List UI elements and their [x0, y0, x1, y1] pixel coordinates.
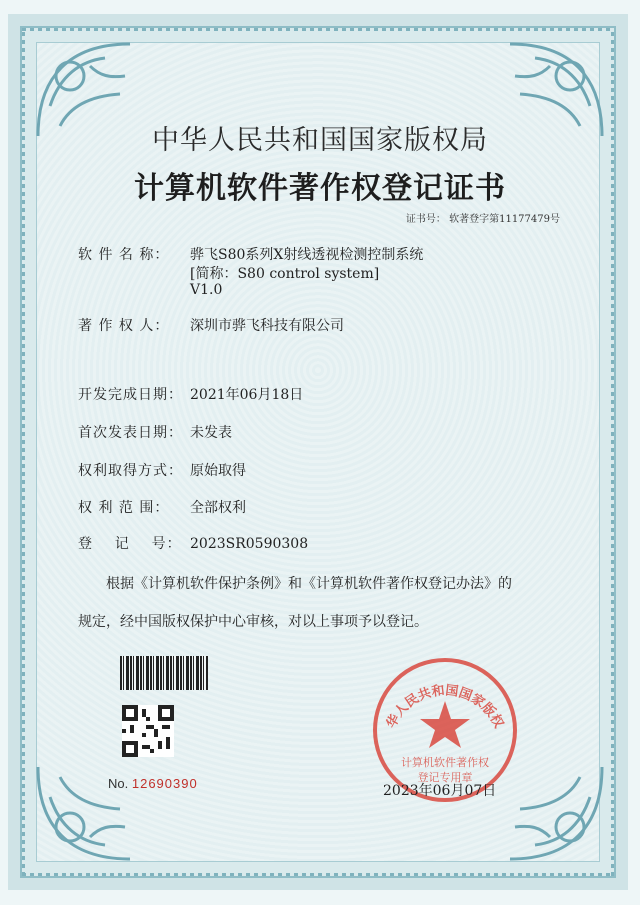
barcode — [120, 656, 208, 690]
issue-date: 2023年06月07日 — [383, 783, 497, 799]
acquire-row — [78, 460, 246, 480]
dev-date-row — [78, 384, 303, 404]
software-name-row — [78, 244, 423, 264]
owner-row — [78, 315, 344, 335]
publish-date-value: 未发表 — [190, 425, 232, 441]
acquire-label: 权利取得方式： — [78, 463, 183, 479]
serial-prefix: No. — [108, 776, 129, 791]
scope-label: 权 利 范 围： — [78, 500, 170, 516]
owner-label: 著 作 权 人： — [78, 318, 170, 334]
acquire-value: 原始取得 — [190, 463, 246, 479]
seal-inner-line-1: 计算机软件著作权 — [401, 756, 489, 769]
legal-text-line-1: 根据《计算机软件保护条例》和《计算机软件著作权登记办法》的 — [78, 576, 512, 592]
certificate-number-label: 证书号： — [405, 214, 446, 225]
issuing-agency: 中华人民共和国国家版权局 — [152, 125, 488, 156]
qr-code — [122, 705, 174, 757]
scope-value: 全部权利 — [190, 500, 246, 516]
certificate-number — [406, 210, 560, 225]
legal-text-line-2: 规定，经中国版权保护中心审核，对以上事项予以登记。 — [78, 614, 428, 630]
reg-no-value: 2023SR0590308 — [190, 536, 309, 552]
scope-row — [78, 497, 246, 517]
certificate-title: 计算机软件著作权登记证书 — [134, 171, 506, 206]
certificate-number-value: 软著登字第11177479号 — [449, 214, 560, 225]
serial-value: 12690390 — [131, 776, 198, 791]
seal-inner-line-2: 登记专用章 — [417, 771, 473, 784]
software-name-label: 软 件 名 称： — [78, 247, 170, 263]
short-name-value: [简称：S80 control system] — [190, 266, 380, 282]
reg-no-row — [78, 533, 308, 553]
serial-number — [108, 776, 198, 791]
dev-date-value: 2021年06月18日 — [190, 387, 304, 403]
dev-date-label: 开发完成日期： — [78, 387, 183, 403]
publish-date-label: 首次发表日期： — [78, 425, 183, 441]
owner-value: 深圳市骅飞科技有限公司 — [190, 318, 344, 334]
publish-date-row — [78, 422, 232, 442]
software-name-value: 骅飞S80系列X射线透视检测控制系统 — [190, 247, 424, 263]
reg-no-label: 登 记 号： — [78, 536, 182, 552]
corner-ornament — [30, 757, 140, 867]
version-value: V1.0 — [190, 282, 223, 298]
seal-ring-text: 华人民共和国国家版权 — [384, 683, 506, 731]
